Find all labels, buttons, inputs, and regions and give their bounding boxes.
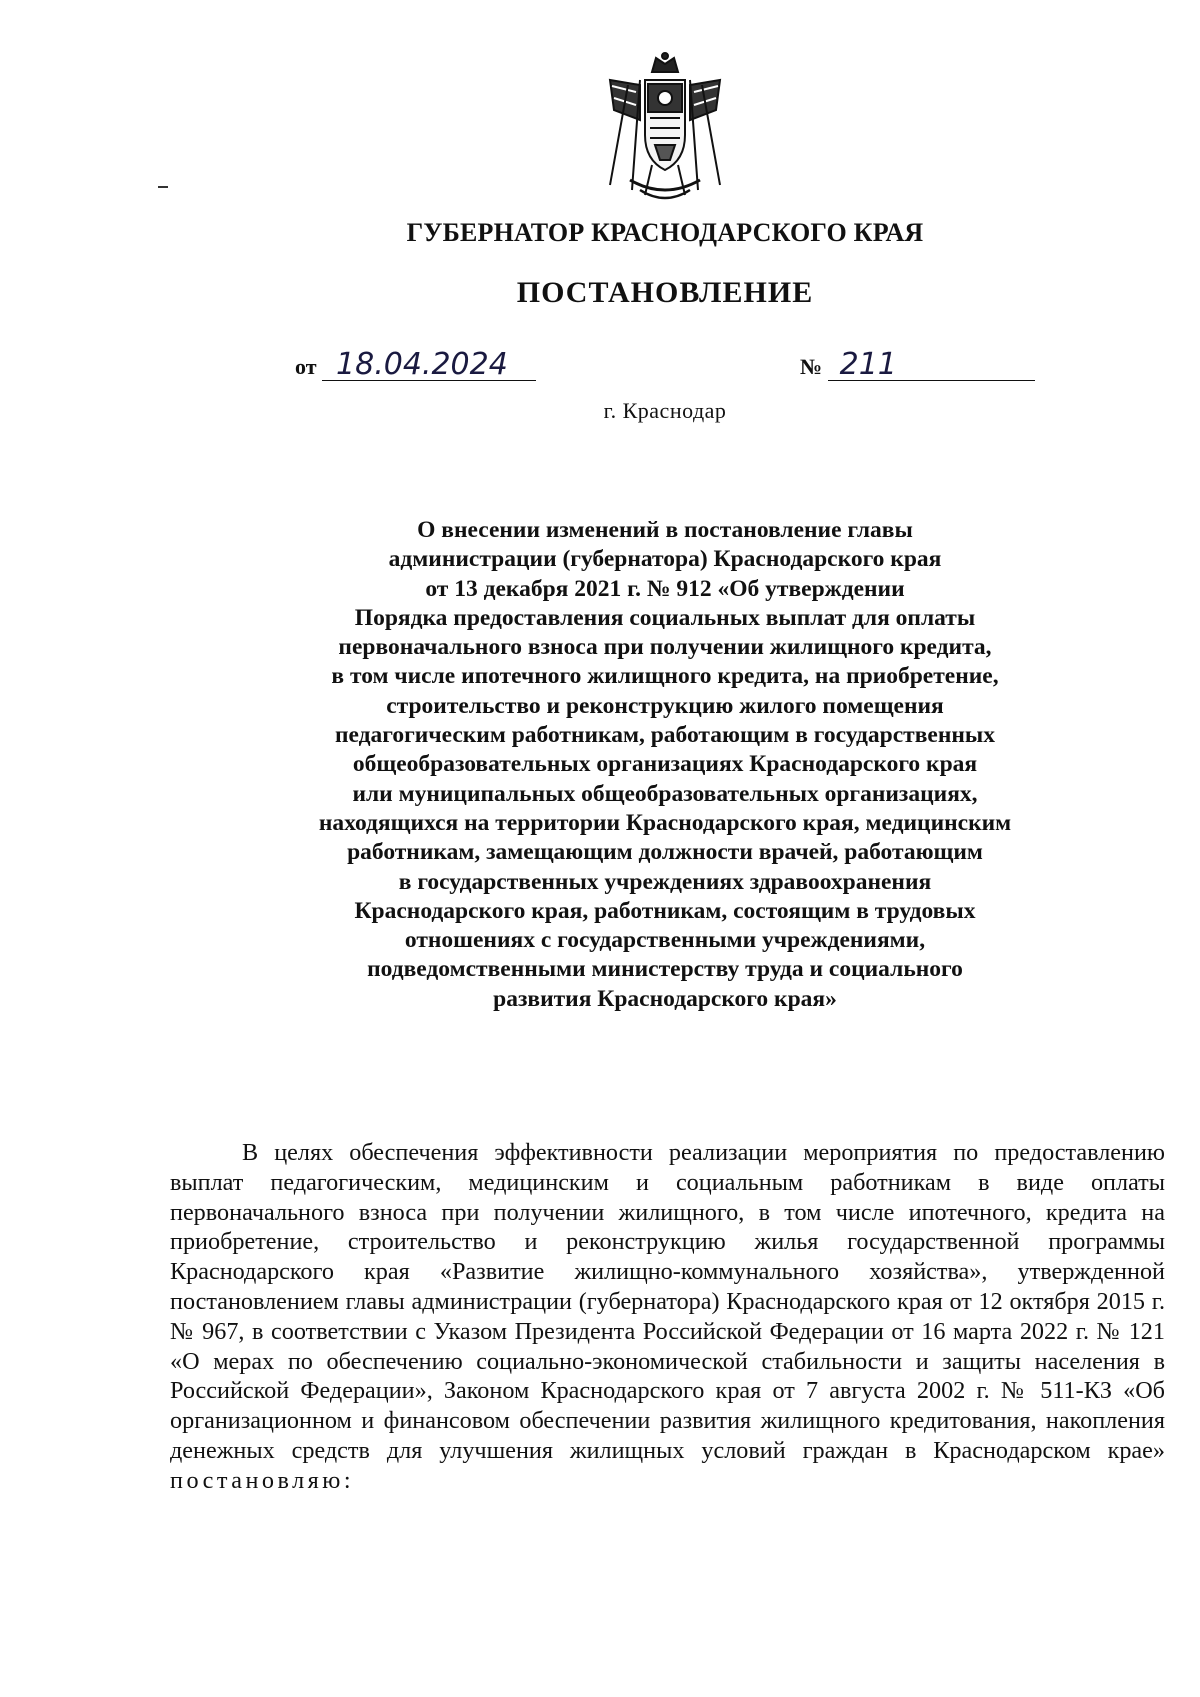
document-title [200,516,1130,1014]
title-line: педагогическим работникам, работающим в государственных [335,722,995,749]
title-line: отношениях с государственными учреждениями, [404,927,926,954]
title-line: администрации (губернатора) Краснодарского края [388,546,942,573]
title-line: в том числе ипотечного жилищного кредита, на приобретение, [331,663,999,690]
title-line: строительство и реконструкцию жилого помещения [386,692,944,719]
preamble-paragraph [170,1138,1165,1496]
date-field [295,347,536,382]
date-prefix: от [295,354,317,379]
preamble-text: В целях обеспечения эффективности реализации мероприятия по предоставлению выплат педагогическим, медицинским и социальным работникам в виде оплаты первоначального взноса при получении жилищного, в том числе ипотечного, кредита на приобретение, строительство и реконструкцию жилья государственной программы Краснодарского края «Развитие жилищно-коммунального хозяйства», утвержденной постановлением главы администрации (губернатора) Краснодарского края от 12 октября 2015 г. № 967, в соответствии с Указом Президента Российской Федерации от 16 марта 2022 г. № 121 «О мерах по обеспечению социально-экономической стабильности и защиты населения в Российской Федерации», Законом Краснодарского края от 7 августа 2002 г. № 511-КЗ «Об организационном и финансовом обеспечении развития жилищного кредитования, накопления денежных средств для улучшения жилищных условий граждан в Краснодарском крае» [170,1139,1165,1464]
scan-artifact-mark [158,186,168,188]
title-line: Краснодарского края, работникам, состоящим в трудовых [354,897,976,924]
title-line: в государственных учреждениях здравоохранения [398,868,932,895]
title-line: или муниципальных общеобразовательных организациях, [352,780,978,807]
title-line: подведомственными министерству труда и социального [367,956,963,983]
number-prefix: № [800,354,823,379]
document-type: ПОСТАНОВЛЕНИЕ [516,276,814,309]
issuing-authority: ГУБЕРНАТОР КРАСНОДАРСКОГО КРАЯ [406,218,924,247]
number-field [800,347,1035,382]
number-value: 211 [828,350,1035,381]
title-line: развития Краснодарского края» [493,985,837,1012]
title-line: находящихся на территории Краснодарского края, медицинским [318,809,1012,836]
city-line: г. Краснодар [603,398,727,423]
krasnodar-krai-coat-of-arms-icon [590,50,740,210]
title-line: Порядка предоставления социальных выплат для оплаты [354,604,976,631]
title-line: О внесении изменений в постановление главы [417,517,913,543]
title-line: от 13 декабря 2021 г. № 912 «Об утверждении [425,575,905,602]
title-line: первоначального взноса при получении жилищного кредита, [338,634,992,661]
date-value: 18.04.2024 [322,350,536,381]
title-line: общеобразовательных организациях Краснодарского края [352,751,978,778]
resolve-word: постановляю: [170,1466,355,1494]
title-line: работникам, замещающим должности врачей, работающим [347,839,983,866]
